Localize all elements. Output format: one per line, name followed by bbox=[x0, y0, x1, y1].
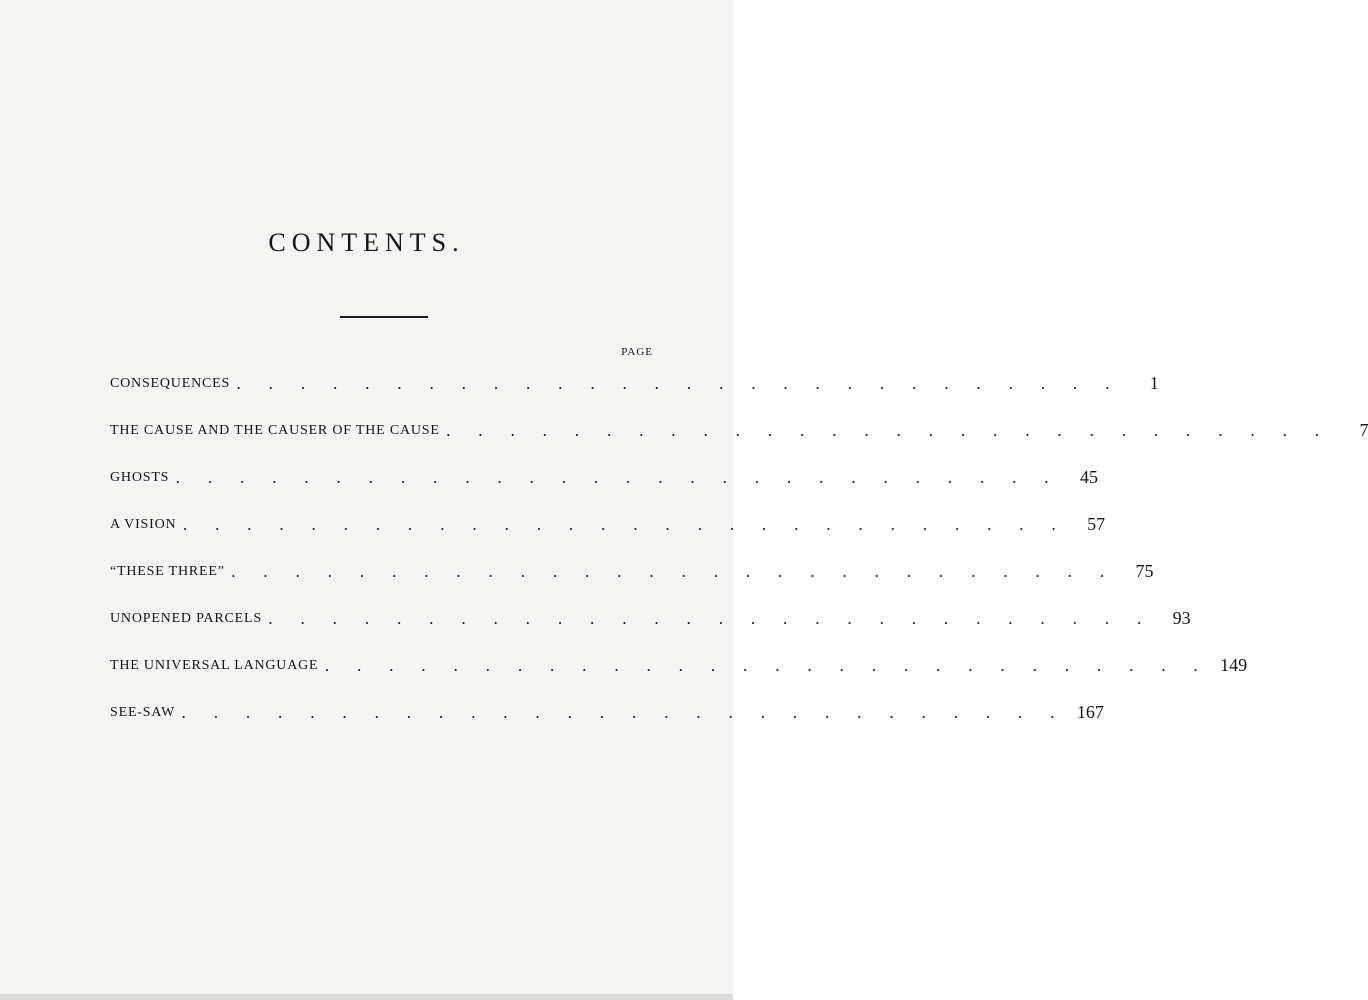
toc-entry-title: UNOPENED PARCELS bbox=[110, 610, 262, 626]
toc-entry-title: “THESE THREE” bbox=[110, 563, 225, 579]
toc-entry-page: 149 bbox=[1220, 655, 1248, 675]
toc-entry-page: 57 bbox=[1087, 514, 1106, 534]
toc-entry bbox=[110, 548, 1154, 595]
toc-entry-title: A VISION bbox=[110, 516, 177, 532]
toc-entry-page: 167 bbox=[1076, 702, 1104, 722]
toc-entry bbox=[110, 642, 1248, 689]
toc-entry-page: 7 bbox=[1359, 420, 1368, 440]
dot-leader: . . . . . . . . . . . . . . . . . . . . . . . . . . . . bbox=[324, 655, 1210, 675]
toc-entry-page: 1 bbox=[1149, 373, 1159, 393]
toc-entry bbox=[110, 454, 1098, 501]
dot-leader: . . . . . . . . . . . . . . . . . . . . . . . . . . . . bbox=[175, 467, 1060, 487]
toc-entry-page: 93 bbox=[1172, 608, 1191, 628]
toc-entry bbox=[110, 595, 1191, 642]
toc-entry-title: THE UNIVERSAL LANGUAGE bbox=[110, 657, 319, 673]
toc-entry-title: GHOSTS bbox=[110, 469, 170, 485]
dot-leader: . . . . . . . . . . . . . . . . . . . . . . . . . . . . bbox=[181, 702, 1066, 722]
toc-entry-title: CONSEQUENCES bbox=[110, 375, 231, 391]
title-rule bbox=[340, 316, 428, 318]
dot-leader: . . . . . . . . . . . . . . . . . . . . . . . . . . . . bbox=[230, 561, 1116, 581]
toc-entry bbox=[110, 407, 1368, 454]
dot-leader: . . . . . . . . . . . . . . . . . . . . . . . . . . . . bbox=[445, 420, 1331, 440]
dot-leader: . . . . . . . . . . . . . . . . . . . . . . . . . . . . bbox=[236, 373, 1121, 393]
page-column-label: PAGE bbox=[621, 346, 653, 358]
toc-entry-page: 75 bbox=[1135, 561, 1154, 581]
table-of-contents bbox=[110, 360, 1368, 736]
page-title: CONTENTS. bbox=[268, 228, 465, 257]
dot-leader: . . . . . . . . . . . . . . . . . . . . . . . . . . . . bbox=[182, 514, 1068, 534]
toc-entry-page: 45 bbox=[1080, 467, 1098, 487]
toc-entry bbox=[110, 689, 1104, 736]
page-bottom-edge bbox=[0, 994, 733, 1000]
toc-entry-title: SEE-SAW bbox=[110, 704, 176, 720]
dot-leader: . . . . . . . . . . . . . . . . . . . . . . . . . . . . bbox=[267, 608, 1153, 628]
toc-entry-title: THE CAUSE AND THE CAUSER OF THE CAUSE bbox=[110, 422, 440, 438]
toc-entry bbox=[110, 360, 1159, 407]
toc-entry bbox=[110, 501, 1106, 548]
